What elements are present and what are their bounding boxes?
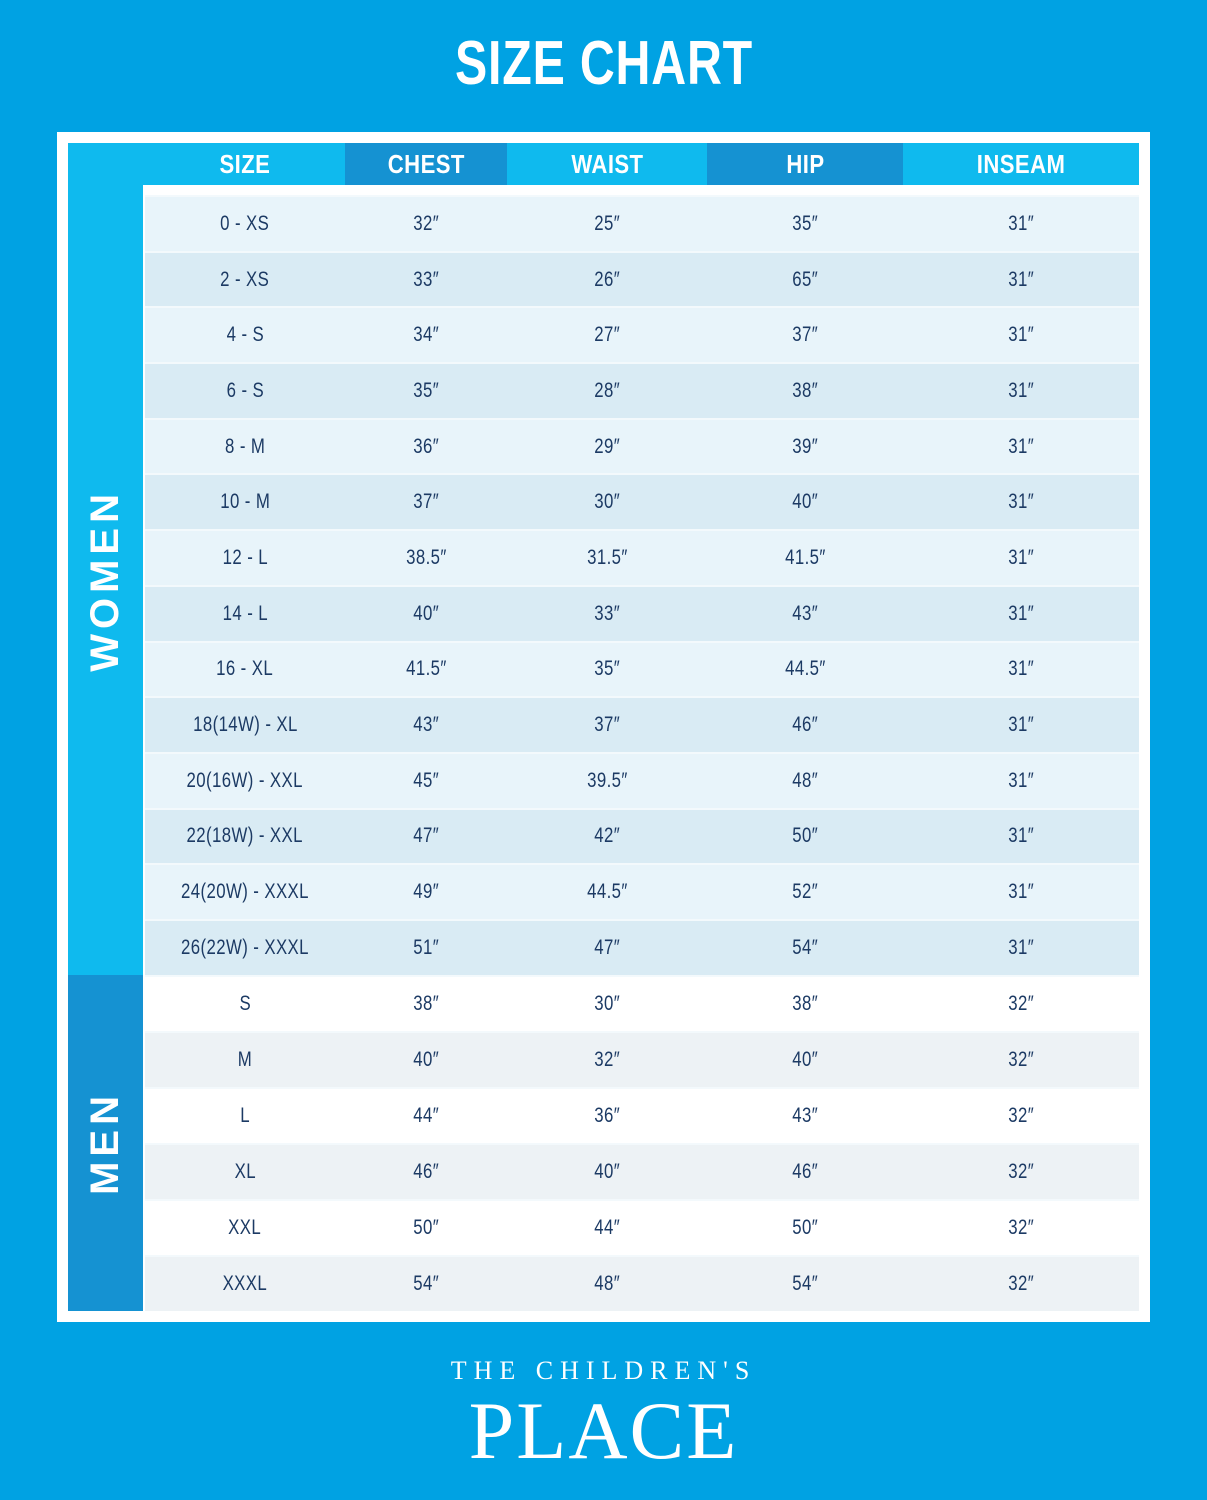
cell-hip: 44.5″ (784, 657, 826, 681)
cell-chest: 40″ (413, 601, 439, 625)
table-row (145, 863, 1139, 919)
cell-chest: 41.5″ (405, 657, 447, 681)
table-row (145, 1143, 1139, 1199)
column-header-waist: WAIST (507, 143, 707, 185)
cell-hip: 50″ (792, 1216, 818, 1239)
section-band-women (68, 185, 143, 975)
cell-hip: 38″ (792, 378, 818, 402)
cell-inseam: 32″ (1008, 1104, 1034, 1127)
cell-waist: 31.5″ (586, 545, 628, 569)
cell-size: 2 - XS (220, 267, 270, 291)
cell-chest: 46″ (413, 1160, 439, 1183)
table-row (145, 696, 1139, 752)
cell-inseam: 31″ (1008, 434, 1034, 458)
cell-size: 10 - M (219, 490, 270, 514)
cell-hip: 38″ (792, 992, 818, 1015)
cell-inseam: 31″ (1008, 545, 1034, 569)
cell-size: M (237, 1048, 253, 1071)
cell-chest: 43″ (413, 713, 439, 737)
cell-inseam: 31″ (1008, 880, 1034, 904)
table-row (145, 362, 1139, 418)
cell-hip: 50″ (792, 824, 818, 848)
cell-waist: 32″ (594, 1048, 620, 1071)
cell-size: 22(18W) - XXL (186, 824, 304, 848)
cell-size: 14 - L (222, 601, 268, 625)
section-label-men: MEN (83, 1091, 127, 1195)
brand-wordmark-line1: THE CHILDREN'S (450, 1356, 757, 1385)
cell-waist: 26″ (594, 267, 620, 291)
cell-chest: 38″ (413, 992, 439, 1015)
section-band-men (68, 975, 143, 1311)
cell-hip: 41.5″ (784, 545, 826, 569)
cell-hip: 40″ (792, 1048, 818, 1071)
cell-inseam: 31″ (1008, 378, 1034, 402)
cell-hip: 46″ (792, 713, 818, 737)
table-row (145, 529, 1139, 585)
cell-inseam: 31″ (1008, 490, 1034, 514)
cell-waist: 25″ (594, 211, 620, 235)
cell-hip: 48″ (792, 768, 818, 792)
cell-hip: 46″ (792, 1160, 818, 1183)
cell-waist: 39.5″ (586, 768, 628, 792)
cell-chest: 32″ (413, 211, 439, 235)
cell-inseam: 31″ (1008, 657, 1034, 681)
table-row (145, 418, 1139, 474)
cell-inseam: 31″ (1008, 267, 1034, 291)
cell-chest: 47″ (413, 824, 439, 848)
cell-size: 20(16W) - XXL (186, 768, 304, 792)
cell-inseam: 31″ (1008, 211, 1034, 235)
table-row (145, 975, 1139, 1031)
cell-chest: 49″ (413, 880, 439, 904)
cell-chest: 50″ (413, 1216, 439, 1239)
cell-inseam: 31″ (1008, 713, 1034, 737)
cell-waist: 30″ (594, 490, 620, 514)
cell-waist: 42″ (594, 824, 620, 848)
cell-waist: 28″ (594, 378, 620, 402)
cell-hip: 54″ (792, 935, 818, 959)
brand-wordmark-line2: PLACE (468, 1385, 739, 1476)
table-row (145, 473, 1139, 529)
women-rows (145, 185, 1139, 975)
cell-size: L (240, 1104, 250, 1127)
cell-size: 16 - XL (216, 657, 274, 681)
men-rows (145, 975, 1139, 1311)
table-body (68, 185, 1139, 1311)
size-table (57, 132, 1150, 1322)
column-header-chest: CHEST (345, 143, 507, 185)
cell-size: 8 - M (224, 434, 266, 458)
cell-waist: 33″ (594, 601, 620, 625)
cell-hip: 40″ (792, 490, 818, 514)
table-row (145, 1199, 1139, 1255)
column-header-inseam: INSEAM (903, 143, 1139, 185)
cell-waist: 40″ (594, 1160, 620, 1183)
table-row (145, 919, 1139, 975)
cell-hip: 43″ (792, 1104, 818, 1127)
cell-waist: 37″ (594, 713, 620, 737)
cell-chest: 36″ (413, 434, 439, 458)
cell-waist: 27″ (594, 323, 620, 347)
cell-hip: 39″ (792, 434, 818, 458)
cell-inseam: 32″ (1008, 1216, 1034, 1239)
cell-hip: 43″ (792, 601, 818, 625)
cell-size: XL (234, 1160, 256, 1183)
cell-hip: 54″ (792, 1272, 818, 1295)
cell-inseam: 31″ (1008, 935, 1034, 959)
cell-size: 26(22W) - XXXL (181, 935, 309, 959)
cell-waist: 47″ (594, 935, 620, 959)
table-row (145, 1255, 1139, 1311)
cell-waist: 44.5″ (586, 880, 628, 904)
cell-waist: 48″ (594, 1272, 620, 1295)
cell-chest: 33″ (413, 267, 439, 291)
table-row (145, 752, 1139, 808)
column-header-hip: HIP (707, 143, 903, 185)
table-row (145, 195, 1139, 251)
cell-waist: 36″ (594, 1104, 620, 1127)
cell-waist: 29″ (594, 434, 620, 458)
cell-chest: 34″ (413, 323, 439, 347)
cell-hip: 35″ (792, 211, 818, 235)
cell-size: 6 - S (226, 378, 264, 402)
table-row (145, 641, 1139, 697)
cell-inseam: 31″ (1008, 824, 1034, 848)
cell-chest: 38.5″ (405, 545, 447, 569)
table-row (145, 585, 1139, 641)
cell-hip: 52″ (792, 880, 818, 904)
cell-inseam: 31″ (1008, 601, 1034, 625)
cell-waist: 44″ (594, 1216, 620, 1239)
cell-inseam: 31″ (1008, 768, 1034, 792)
size-table-inner (68, 143, 1139, 1311)
table-row (145, 306, 1139, 362)
cell-chest: 40″ (413, 1048, 439, 1071)
cell-size: S (239, 992, 251, 1015)
table-row (145, 1031, 1139, 1087)
cell-size: XXXL (222, 1272, 268, 1295)
table-row (145, 251, 1139, 307)
cell-hip: 37″ (792, 323, 818, 347)
page-title (0, 28, 1207, 99)
table-header-row (68, 143, 1139, 185)
cell-chest: 51″ (413, 935, 439, 959)
cell-size: 24(20W) - XXXL (181, 880, 309, 904)
cell-inseam: 32″ (1008, 1160, 1034, 1183)
cell-chest: 37″ (413, 490, 439, 514)
cell-size: 18(14W) - XL (192, 713, 298, 737)
cell-waist: 30″ (594, 992, 620, 1015)
cell-inseam: 32″ (1008, 1048, 1034, 1071)
cell-hip: 65″ (792, 267, 818, 291)
cell-size: 12 - L (222, 545, 268, 569)
cell-size: 0 - XS (220, 211, 270, 235)
cell-inseam: 32″ (1008, 1272, 1034, 1295)
table-row (145, 1087, 1139, 1143)
cell-chest: 44″ (413, 1104, 439, 1127)
table-row (145, 808, 1139, 864)
cell-size: XXL (228, 1216, 262, 1239)
cell-chest: 54″ (413, 1272, 439, 1295)
cell-waist: 35″ (594, 657, 620, 681)
cell-inseam: 32″ (1008, 992, 1034, 1015)
cell-chest: 45″ (413, 768, 439, 792)
cell-chest: 35″ (413, 378, 439, 402)
section-label-women: WOMEN (83, 488, 127, 672)
cell-size: 4 - S (226, 323, 264, 347)
page-title-text: SIZE CHART (454, 29, 753, 98)
column-header-size: SIZE (68, 143, 345, 185)
cell-inseam: 31″ (1008, 323, 1034, 347)
